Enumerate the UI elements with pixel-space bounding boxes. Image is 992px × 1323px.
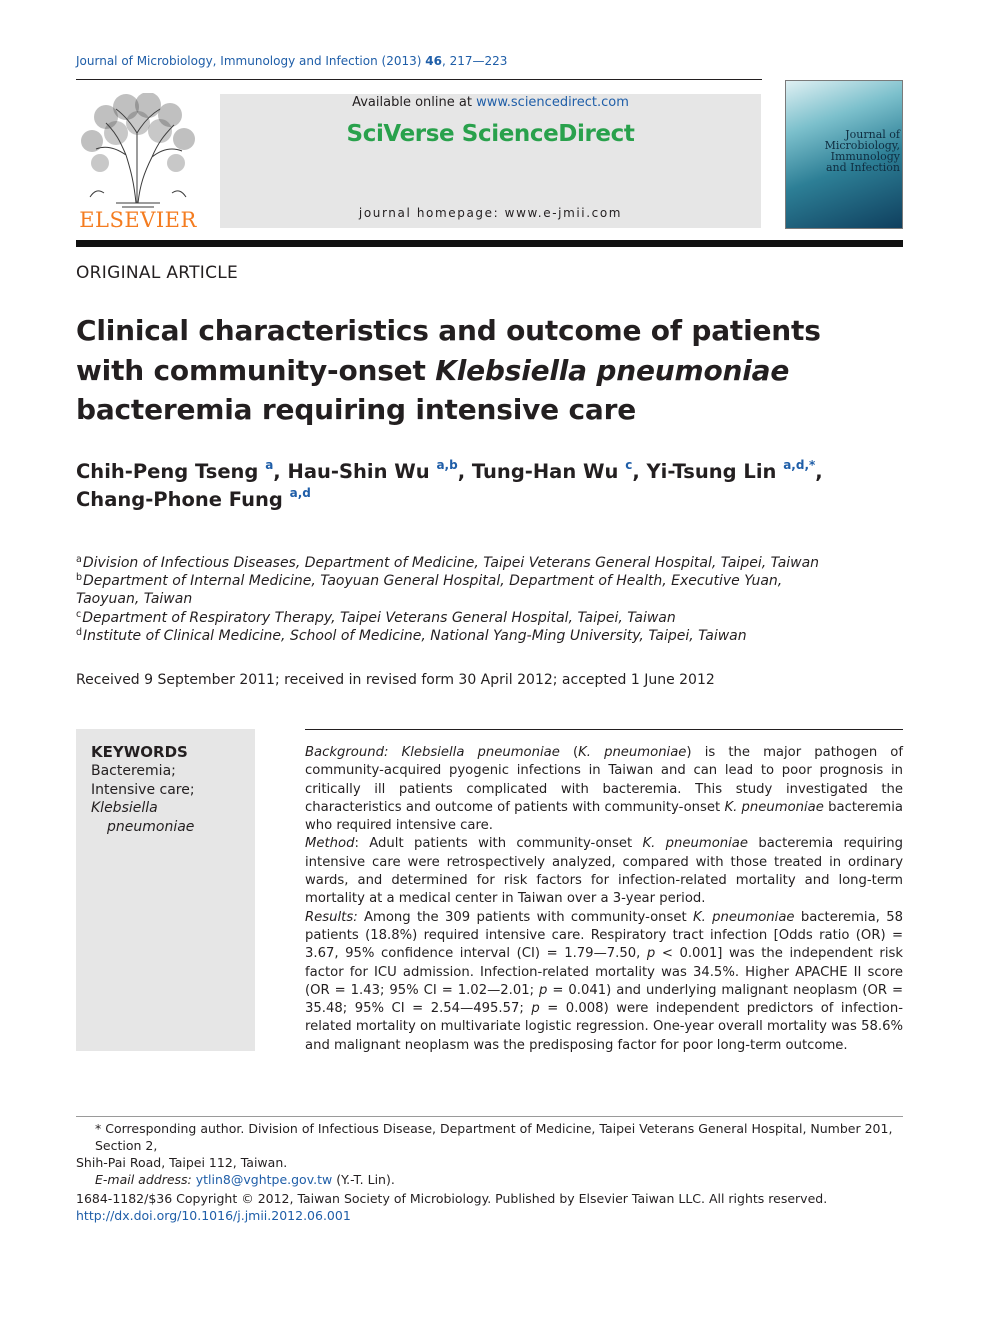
keyword-item: pneumoniae [107,818,195,835]
article-type: ORIGINAL ARTICLE [76,263,239,283]
author-name: Chih-Peng Tseng [76,460,259,483]
doi-link[interactable]: http://dx.doi.org/10.1016/j.jmii.2012.06.001 [76,1208,351,1223]
keywords-heading: KEYWORDS [91,743,188,761]
abstract-results: Results: Among the 309 patients with community-onset K. pneumoniae bacteremia, 58 patients (18.8%) required intensive care. Respiratory tract infection [Odds ratio (OR) = 3.67, 95% confidence interval (CI) = 1.79—7.50, p < 0.001] was the independent risk factor for ICU admission. Infection-related mortality was 34.5%. Higher APACHE II score (OR = 1.43; 95% CI = 1.02—2.01; p = 0.041) and underlying malignant neoplasm (OR = 35.48; 95% CI = 2.54—495.57; p = 0.008) were independent predictors of infection-related mortality on multivariate logistic regression. One-year overall mortality was 58.6% and malignant neoplasm was the predisposing factor for poor long-term outcome. [305,909,904,1053]
author-affiliation-link[interactable]: a,b [436,458,458,472]
abstract-method: Method: Adult patients with community-onset K. pneumoniae bacteremia requiring intensive care were retrospectively analyzed, compared with those treated in ordinary wards, and determined for risk factors for infection-related mortality and long-term mortality at a medical center in Taiwan over a 3-year period. [305,836,903,907]
email-link[interactable]: ytlin8@vghtpe.gov.tw [195,1172,333,1187]
available-online: Available online at www.sciencedirect.com [352,95,629,110]
copyright-block [76,1190,827,1224]
cover-title: Journal of Microbiology, Immunology and Infection [824,128,900,174]
author-affiliation-link[interactable]: a [265,458,274,472]
keyword-item: Intensive care; [91,781,195,798]
author-list: Chih-Peng Tseng $^a$, Hau-Shin Wu $^{a,b}$, Tung-Han Wu $^c$, Yi-Tsung Lin $^{a,d,*}$, Chang-Phone Fung $^{a,d}$ [76,458,823,511]
header-divider [76,79,762,80]
article-title: Clinical characteristics and outcome of patients with community-onset Klebsiella pneumoniae bacteremia requiring intensive care [76,314,821,426]
copyright-text: 1684-1182/$36 Copyright © 2012, Taiwan Society of Microbiology. Published by Elsevier Taiwan LLC. All rights reserved. [76,1191,828,1206]
journal-homepage[interactable]: journal homepage: www.e-jmii.com [358,206,623,220]
header-thick-rule [76,240,903,247]
keywords-box [76,729,255,1051]
keyword-item: Klebsiella [91,800,158,816]
platform-logo: SciVerse ScienceDirect [346,121,635,147]
footnote-rule [76,1116,903,1117]
abstract-rule [305,729,903,730]
author-name: Tung-Han Wu [471,460,619,483]
journal-citation[interactable]: Journal of Microbiology, Immunology and Infection (2013) 46, 217—223 [76,54,508,68]
keyword-item: Bacteremia; [91,763,176,779]
received-dates: Received 9 September 2011; received in revised form 30 April 2012; accepted 1 June 2012 [76,672,715,688]
author-name: Yi-Tsung Lin [646,460,777,483]
abstract-background: Background: Klebsiella pneumoniae (K. pneumoniae) is the major pathogen of community-acquired pyogenic infections in Taiwan and can lead to poor prognosis in critically ill patients complicated with bacteremia. This study investigated the characteristics and outcome of patients with community-onset K. pneumoniae bacteremia who required intensive care. [305,745,903,834]
affiliation-item: $^a$Division of Infectious Diseases, Department of Medicine, Taipei Veterans General Hospital, Taipei, Taiwan [76,554,820,571]
author-affiliation-link[interactable]: c [625,458,633,472]
sciencedirect-link[interactable]: www.sciencedirect.com [476,95,629,110]
journal-cover [785,80,903,229]
affiliations [76,554,896,645]
affiliation-item: $^d$Institute of Clinical Medicine, School of Medicine, National Yang-Ming University, Taipei, Taiwan [76,626,747,644]
abstract [305,744,903,1055]
author-affiliation-link[interactable]: a,d,* [783,458,816,472]
author-name: Hau-Shin Wu [287,460,430,483]
author-name: Chang-Phone Fung [76,488,283,511]
affiliation-item: $^c$Department of Respiratory Therapy, Taipei Veterans General Hospital, Taipei, Taiwan [76,608,676,626]
publisher-logo: ELSEVIER [79,208,197,232]
affiliation-item: $^b$Department of Internal Medicine, Taoyuan General Hospital, Department of Health, Executive Yuan, Taoyuan, Taiwan [76,572,783,608]
corresponding-author-note: * Corresponding author. Division of Infectious Disease, Department of Medicine, Taipei Veterans General Hospital, Number 201, Section 2, Shih-Pai Road, Taipei 112, Taiwan. E-mail address: ytlin8@vghtpe.gov.tw (Y.-T. Lin). [76,1121,893,1187]
author-affiliation-link[interactable]: a,d [289,486,311,500]
